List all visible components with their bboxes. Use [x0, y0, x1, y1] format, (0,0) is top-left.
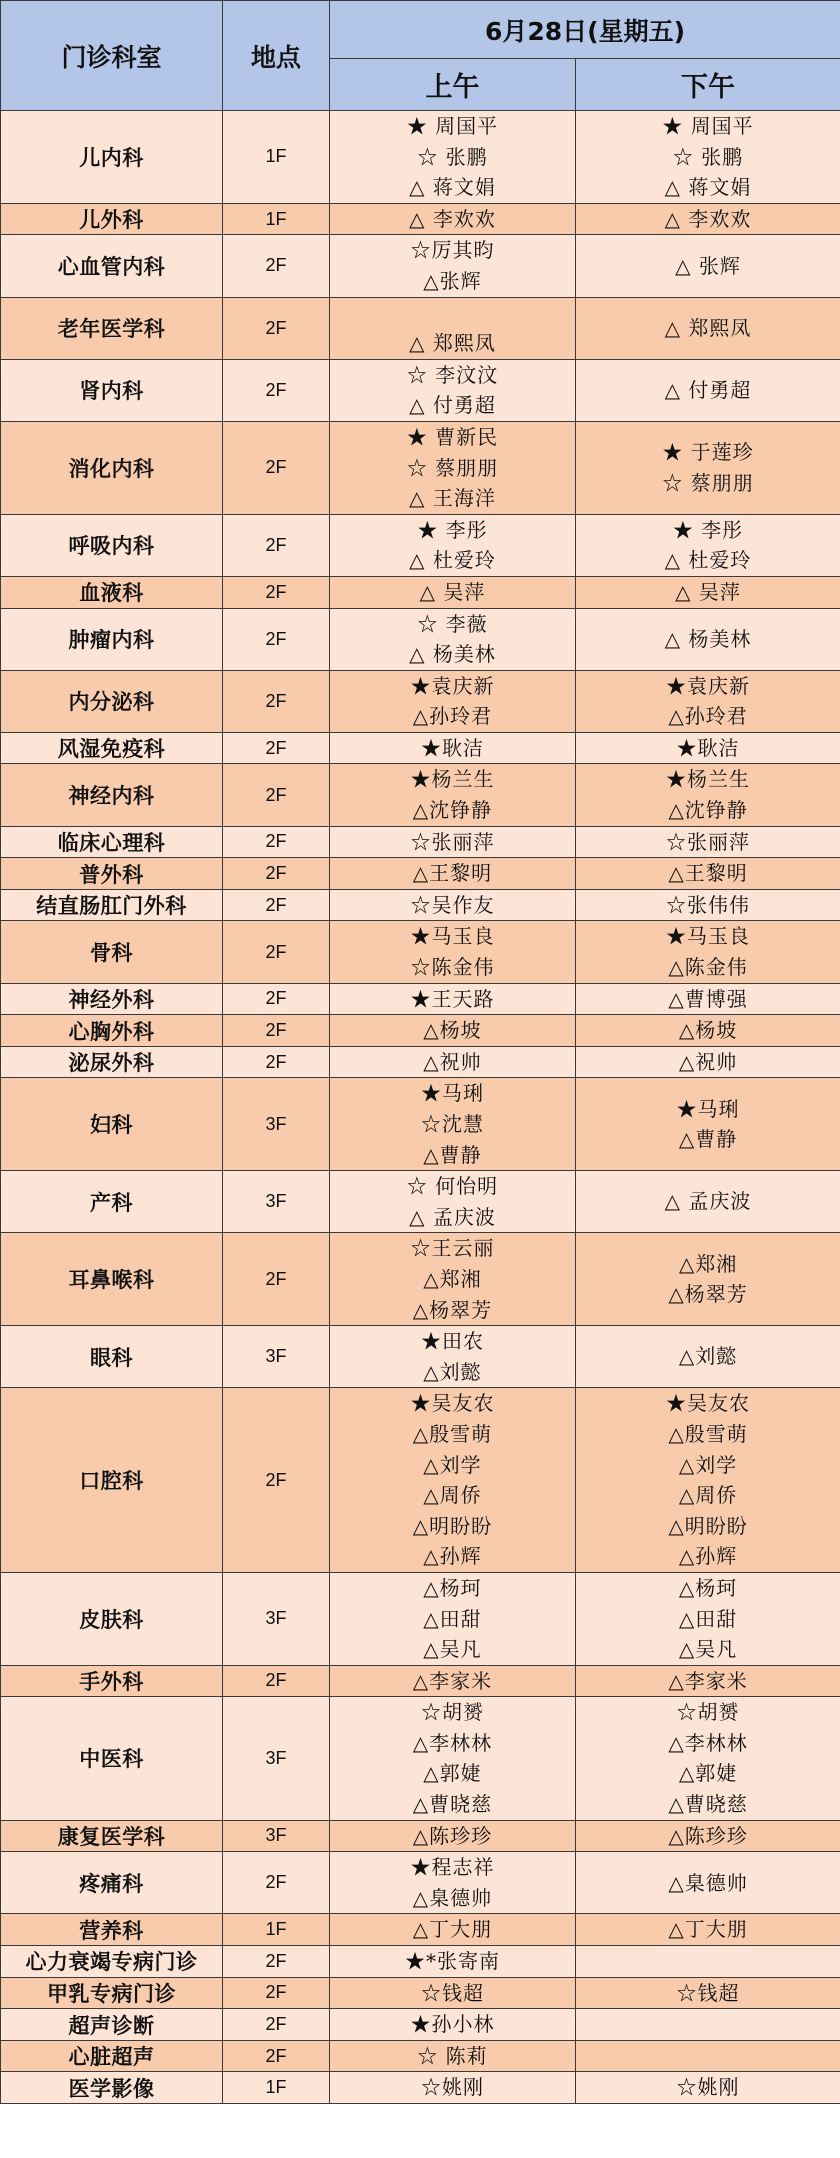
department-name: 消化内科 — [1, 421, 223, 514]
doctor-entry: △明盼盼 — [668, 1513, 748, 1538]
morning-doctors-cell — [330, 1697, 576, 1820]
doctor-entry: ★耿洁 — [676, 735, 740, 760]
morning-doctors-cell — [330, 1852, 576, 1914]
floor-location: 2F — [223, 1233, 330, 1326]
department-name: 结直肠肛门外科 — [1, 889, 223, 921]
department-name: 手外科 — [1, 1665, 223, 1697]
afternoon-doctors-cell — [576, 1388, 840, 1573]
afternoon-doctors-cell — [576, 1233, 840, 1326]
afternoon-doctors-cell — [576, 608, 840, 670]
morning-doctors-cell — [330, 514, 576, 576]
doctor-entry: △刘懿 — [423, 1359, 482, 1384]
morning-doctors-cell — [330, 1015, 576, 1047]
morning-doctors-cell — [330, 732, 576, 764]
doctor-entry: △陈金伟 — [668, 955, 748, 980]
table-row — [1, 1914, 840, 1946]
table-row — [1, 858, 840, 890]
doctor-entry: △ 杜爱玲 — [664, 548, 752, 573]
floor-location: 2F — [223, 983, 330, 1015]
doctor-entry: △杨翠芳 — [668, 1282, 748, 1307]
department-name: 儿内科 — [1, 111, 223, 204]
department-name: 甲乳专病门诊 — [1, 1977, 223, 2009]
table-row — [1, 1326, 840, 1388]
doctor-entry: △周侨 — [678, 1483, 738, 1508]
doctor-entry: ★马玉良 — [410, 924, 495, 949]
doctor-entry: △殷雪萌 — [412, 1421, 493, 1446]
morning-doctors-cell — [330, 889, 576, 921]
afternoon-doctors-cell — [576, 2009, 840, 2041]
floor-location: 2F — [223, 889, 330, 921]
doctor-entry: △李林林 — [668, 1730, 748, 1755]
doctor-entry: △ 付勇超 — [664, 378, 752, 403]
department-name: 肿瘤内科 — [1, 608, 223, 670]
doctor-entry: △孙玲君 — [668, 704, 748, 729]
doctor-entry: △杨珂 — [678, 1575, 738, 1600]
doctor-entry: ☆ 张鹏 — [417, 144, 488, 169]
doctor-entry: ★田农 — [421, 1329, 484, 1354]
doctor-entry: ☆胡赟 — [421, 1700, 484, 1725]
department-name: 妇科 — [1, 1078, 223, 1171]
floor-location: 3F — [223, 1820, 330, 1852]
morning-doctors-cell — [330, 1914, 576, 1946]
doctor-entry: △曹静 — [423, 1142, 482, 1167]
department-name: 老年医学科 — [1, 297, 223, 359]
doctor-entry: ☆吴作友 — [410, 892, 495, 917]
doctor-entry: ★ 周国平 — [406, 114, 499, 138]
afternoon-column-header: 下午 — [576, 59, 840, 111]
department-name: 普外科 — [1, 858, 223, 890]
doctor-entry — [330, 298, 575, 329]
doctor-entry: ★耿洁 — [421, 735, 484, 760]
floor-location: 3F — [223, 1078, 330, 1171]
table-row — [1, 203, 840, 235]
table-row — [1, 1015, 840, 1047]
floor-location: 2F — [223, 764, 330, 826]
table-row — [1, 1078, 840, 1171]
doctor-entry: ★ 曹新民 — [406, 424, 499, 449]
doctor-entry: △ 吴萍 — [675, 579, 741, 604]
floor-location: 2F — [223, 2009, 330, 2041]
morning-doctors-cell — [330, 921, 576, 983]
department-name: 心血管内科 — [1, 235, 223, 297]
table-row — [1, 1388, 840, 1573]
floor-location: 3F — [223, 1326, 330, 1388]
department-name: 临床心理科 — [1, 826, 223, 858]
doctor-entry: △孙辉 — [423, 1544, 482, 1569]
department-name: 泌尿外科 — [1, 1046, 223, 1078]
doctor-entry: ☆张丽萍 — [666, 829, 750, 854]
doctor-entry: △李林林 — [412, 1730, 493, 1755]
doctor-entry: △田甜 — [678, 1606, 738, 1631]
morning-doctors-cell — [330, 1171, 576, 1233]
doctor-entry: △明盼盼 — [412, 1513, 493, 1538]
floor-location: 2F — [223, 1977, 330, 2009]
doctor-entry: ★王天路 — [410, 986, 495, 1011]
doctor-entry: △陈珍珍 — [412, 1823, 493, 1848]
doctor-entry: △孙辉 — [678, 1544, 738, 1569]
doctor-entry: △ 杨美林 — [664, 626, 752, 651]
floor-location: 2F — [223, 1388, 330, 1573]
afternoon-doctors-cell — [576, 1046, 840, 1078]
table-row — [1, 1233, 840, 1326]
doctor-entry: △ 王海洋 — [409, 486, 496, 511]
floor-location: 2F — [223, 670, 330, 732]
department-name: 心胸外科 — [1, 1015, 223, 1047]
department-name: 营养科 — [1, 1914, 223, 1946]
morning-doctors-cell — [330, 359, 576, 421]
afternoon-doctors-cell — [576, 1697, 840, 1820]
doctor-entry: △ 蒋文娟 — [664, 175, 752, 200]
morning-doctors-cell — [330, 608, 576, 670]
afternoon-doctors-cell — [576, 1171, 840, 1233]
doctor-entry: ★ 李彤 — [672, 517, 744, 542]
floor-location: 2F — [223, 2040, 330, 2072]
doctor-entry: ★袁庆新 — [666, 673, 750, 698]
morning-doctors-cell — [330, 1977, 576, 2009]
floor-location: 1F — [223, 2072, 330, 2104]
floor-location: 2F — [223, 235, 330, 297]
table-row — [1, 826, 840, 858]
doctor-entry: △ 蒋文娟 — [409, 175, 496, 200]
department-name: 疼痛科 — [1, 1852, 223, 1914]
doctor-entry: △刘学 — [423, 1452, 482, 1477]
floor-location: 2F — [223, 1046, 330, 1078]
morning-doctors-cell — [330, 1233, 576, 1326]
location-column-header: 地点 — [223, 1, 330, 111]
department-name: 儿外科 — [1, 203, 223, 235]
doctor-entry: △臬德帅 — [668, 1870, 748, 1895]
doctor-entry: △郑湘 — [678, 1251, 738, 1276]
department-name: 血液科 — [1, 576, 223, 608]
doctor-entry: ★程志祥 — [410, 1855, 495, 1880]
floor-location: 2F — [223, 1015, 330, 1047]
doctor-entry: ★*张寄南 — [405, 1949, 500, 1974]
floor-location: 3F — [223, 1171, 330, 1233]
afternoon-doctors-cell — [576, 2072, 840, 2104]
department-name: 神经外科 — [1, 983, 223, 1015]
afternoon-doctors-cell — [576, 235, 840, 297]
morning-doctors-cell — [330, 826, 576, 858]
doctor-entry: ☆张伟伟 — [666, 892, 750, 917]
afternoon-doctors-cell — [576, 1914, 840, 1946]
doctor-entry: △ 孟庆波 — [409, 1204, 496, 1229]
doctor-entry: ☆ 何怡明 — [406, 1174, 499, 1199]
afternoon-doctors-cell — [576, 670, 840, 732]
floor-location: 1F — [223, 111, 330, 204]
morning-doctors-cell — [330, 1326, 576, 1388]
doctor-entry: △ 杨美林 — [409, 642, 496, 667]
department-name: 神经内科 — [1, 764, 223, 826]
table-row — [1, 2072, 840, 2104]
morning-doctors-cell — [330, 421, 576, 514]
morning-doctors-cell — [330, 1078, 576, 1171]
afternoon-doctors-cell — [576, 1078, 840, 1171]
department-column-header: 门诊科室 — [1, 1, 223, 111]
department-name: 心脏超声 — [1, 2040, 223, 2072]
doctor-entry: ☆ 蔡朋朋 — [662, 470, 754, 495]
doctor-entry: ☆ 蔡朋朋 — [406, 455, 499, 480]
afternoon-doctors-cell — [576, 889, 840, 921]
doctor-entry: ☆姚刚 — [421, 2075, 484, 2100]
doctor-entry: △吴凡 — [678, 1637, 738, 1662]
doctor-entry: △ 张辉 — [675, 253, 741, 278]
floor-location: 2F — [223, 826, 330, 858]
doctor-entry: ☆张丽萍 — [410, 829, 495, 854]
doctor-entry: ★马琍 — [421, 1081, 484, 1106]
afternoon-doctors-cell — [576, 2040, 840, 2072]
doctor-entry: ★ 李彤 — [417, 517, 488, 542]
afternoon-doctors-cell — [576, 297, 840, 359]
morning-column-header: 上午 — [330, 59, 576, 111]
doctor-entry: △曹博强 — [668, 986, 748, 1011]
table-row — [1, 1572, 840, 1665]
afternoon-doctors-cell — [576, 1946, 840, 1978]
table-row — [1, 359, 840, 421]
doctor-entry: △吴凡 — [423, 1637, 482, 1662]
table-row — [1, 1852, 840, 1914]
doctor-entry: ★袁庆新 — [410, 673, 495, 698]
schedule-body — [1, 111, 840, 2104]
floor-location: 2F — [223, 608, 330, 670]
doctor-entry: △ 郑熙凤 — [409, 331, 496, 356]
table-row — [1, 1665, 840, 1697]
afternoon-doctors-cell — [576, 421, 840, 514]
floor-location: 2F — [223, 576, 330, 608]
morning-doctors-cell — [330, 111, 576, 204]
doctor-entry: △臬德帅 — [412, 1885, 493, 1910]
table-row — [1, 1171, 840, 1233]
doctor-entry: ★孙小林 — [410, 2012, 495, 2037]
afternoon-doctors-cell — [576, 1820, 840, 1852]
date-header: 6月28日(星期五) — [330, 1, 840, 59]
department-name: 超声诊断 — [1, 2009, 223, 2041]
doctor-entry: ☆姚刚 — [676, 2075, 740, 2100]
doctor-entry: △曹晓慈 — [412, 1792, 493, 1817]
morning-doctors-cell — [330, 2009, 576, 2041]
doctor-entry: △王黎明 — [668, 861, 748, 886]
doctor-entry: ★马玉良 — [666, 924, 750, 949]
table-row — [1, 2009, 840, 2041]
morning-doctors-cell — [330, 297, 576, 359]
afternoon-doctors-cell — [576, 732, 840, 764]
floor-location: 2F — [223, 1665, 330, 1697]
doctor-entry: △王黎明 — [412, 861, 493, 886]
doctor-entry: △孙玲君 — [412, 704, 493, 729]
department-name: 呼吸内科 — [1, 514, 223, 576]
doctor-entry: ☆陈金伟 — [410, 955, 495, 980]
morning-doctors-cell — [330, 1572, 576, 1665]
doctor-entry: ☆沈慧 — [421, 1112, 484, 1136]
doctor-entry: ☆ 李汶汶 — [406, 362, 499, 387]
table-row — [1, 1820, 840, 1852]
morning-doctors-cell — [330, 1046, 576, 1078]
doctor-entry: △曹晓慈 — [668, 1792, 748, 1817]
floor-location: 1F — [223, 203, 330, 235]
floor-location: 2F — [223, 297, 330, 359]
doctor-entry: △周侨 — [423, 1483, 482, 1508]
morning-doctors-cell — [330, 670, 576, 732]
doctor-entry: ☆厉其昀 — [410, 238, 495, 263]
afternoon-doctors-cell — [576, 858, 840, 890]
table-row — [1, 983, 840, 1015]
doctor-entry: △杨坡 — [423, 1018, 482, 1043]
afternoon-doctors-cell — [576, 983, 840, 1015]
doctor-entry: △郭婕 — [678, 1761, 738, 1786]
doctor-entry: △祝帅 — [678, 1049, 738, 1074]
afternoon-doctors-cell — [576, 1852, 840, 1914]
department-name: 耳鼻喉科 — [1, 1233, 223, 1326]
afternoon-doctors-cell — [576, 111, 840, 204]
department-name: 皮肤科 — [1, 1572, 223, 1665]
department-name: 内分泌科 — [1, 670, 223, 732]
floor-location: 1F — [223, 1914, 330, 1946]
afternoon-doctors-cell — [576, 1326, 840, 1388]
doctor-entry: ★杨兰生 — [666, 767, 750, 792]
doctor-entry: △张辉 — [423, 268, 482, 293]
doctor-entry: △丁大朋 — [412, 1917, 493, 1942]
afternoon-doctors-cell — [576, 1015, 840, 1047]
table-row — [1, 608, 840, 670]
floor-location: 3F — [223, 1697, 330, 1820]
table-row — [1, 421, 840, 514]
department-name: 医学影像 — [1, 2072, 223, 2104]
afternoon-doctors-cell — [576, 826, 840, 858]
table-row — [1, 514, 840, 576]
table-row — [1, 764, 840, 826]
floor-location: 3F — [223, 1572, 330, 1665]
doctor-entry: ★杨兰生 — [410, 767, 495, 792]
doctor-entry: △ 李欢欢 — [409, 206, 496, 231]
table-row — [1, 921, 840, 983]
table-row — [1, 235, 840, 297]
afternoon-doctors-cell — [576, 1977, 840, 2009]
doctor-entry: △ 郑熙凤 — [664, 315, 752, 340]
doctor-entry: △杨珂 — [423, 1575, 482, 1600]
morning-doctors-cell — [330, 764, 576, 826]
afternoon-doctors-cell — [576, 921, 840, 983]
doctor-entry: △田甜 — [423, 1606, 482, 1631]
table-row — [1, 297, 840, 359]
doctor-entry: ☆胡赟 — [676, 1700, 740, 1725]
doctor-entry: △杨翠芳 — [412, 1297, 493, 1322]
doctor-entry: △殷雪萌 — [668, 1421, 748, 1446]
morning-doctors-cell — [330, 1388, 576, 1573]
afternoon-doctors-cell — [576, 203, 840, 235]
doctor-entry: △沈铮静 — [412, 798, 493, 823]
afternoon-doctors-cell — [576, 576, 840, 608]
doctor-entry: △ 孟庆波 — [664, 1189, 752, 1214]
doctor-entry: ☆ 陈莉 — [417, 2043, 488, 2068]
table-row — [1, 1046, 840, 1078]
table-row — [1, 2040, 840, 2072]
doctor-entry: ★ 于莲珍 — [662, 440, 754, 465]
department-name: 口腔科 — [1, 1388, 223, 1573]
floor-location: 2F — [223, 732, 330, 764]
table-row — [1, 1946, 840, 1978]
doctor-entry: △刘懿 — [678, 1344, 738, 1369]
doctor-entry: ★马琍 — [676, 1096, 740, 1121]
doctor-entry: ☆钱超 — [676, 1980, 740, 2005]
doctor-entry: △陈珍珍 — [668, 1823, 748, 1848]
doctor-entry: △丁大朋 — [668, 1917, 748, 1942]
morning-doctors-cell — [330, 1820, 576, 1852]
floor-location: 2F — [223, 421, 330, 514]
doctor-entry: △曹静 — [678, 1127, 738, 1152]
morning-doctors-cell — [330, 1946, 576, 1978]
department-name: 康复医学科 — [1, 1820, 223, 1852]
doctor-entry: △刘学 — [678, 1452, 738, 1477]
department-name: 肾内科 — [1, 359, 223, 421]
table-row — [1, 670, 840, 732]
doctor-entry: △ 李欢欢 — [664, 206, 752, 231]
morning-doctors-cell — [330, 2072, 576, 2104]
morning-doctors-cell — [330, 858, 576, 890]
afternoon-doctors-cell — [576, 359, 840, 421]
floor-location: 2F — [223, 1946, 330, 1978]
department-name: 眼科 — [1, 1326, 223, 1388]
table-row — [1, 732, 840, 764]
doctor-entry: ★吴友农 — [410, 1391, 495, 1416]
morning-doctors-cell — [330, 576, 576, 608]
morning-doctors-cell — [330, 1665, 576, 1697]
doctor-entry: ☆ 张鹏 — [672, 144, 744, 169]
afternoon-doctors-cell — [576, 1572, 840, 1665]
floor-location: 2F — [223, 858, 330, 890]
floor-location: 2F — [223, 514, 330, 576]
floor-location: 2F — [223, 921, 330, 983]
table-row — [1, 889, 840, 921]
doctor-entry: △ 付勇超 — [409, 393, 496, 418]
doctor-entry: △祝帅 — [423, 1049, 482, 1074]
morning-doctors-cell — [330, 235, 576, 297]
morning-doctors-cell — [330, 203, 576, 235]
doctor-entry: △郭婕 — [423, 1761, 482, 1786]
doctor-entry: ☆王云丽 — [410, 1236, 495, 1261]
doctor-entry: △ 吴萍 — [419, 579, 486, 604]
department-name: 产科 — [1, 1171, 223, 1233]
afternoon-doctors-cell — [576, 514, 840, 576]
morning-doctors-cell — [330, 983, 576, 1015]
doctor-entry: △李家米 — [668, 1668, 748, 1693]
afternoon-doctors-cell — [576, 764, 840, 826]
doctor-entry: △沈铮静 — [668, 798, 748, 823]
doctor-entry: △郑湘 — [423, 1266, 482, 1291]
department-name: 风湿免疫科 — [1, 732, 223, 764]
table-row — [1, 111, 840, 204]
morning-doctors-cell — [330, 2040, 576, 2072]
department-name: 骨科 — [1, 921, 223, 983]
doctor-entry: ★ 周国平 — [662, 114, 754, 138]
table-row — [1, 1977, 840, 2009]
table-row — [1, 1697, 840, 1820]
doctor-entry: △ 杜爱玲 — [409, 548, 496, 573]
doctor-entry: ★吴友农 — [666, 1391, 750, 1416]
table-row — [1, 576, 840, 608]
department-name: 中医科 — [1, 1697, 223, 1820]
floor-location: 2F — [223, 359, 330, 421]
department-name: 心力衰竭专病门诊 — [1, 1946, 223, 1978]
doctor-entry: ☆钱超 — [421, 1980, 484, 2005]
doctor-entry: △李家米 — [412, 1668, 493, 1693]
floor-location: 2F — [223, 1852, 330, 1914]
afternoon-doctors-cell — [576, 1665, 840, 1697]
doctor-entry: △杨坡 — [678, 1018, 738, 1043]
doctor-entry: ☆ 李薇 — [417, 611, 488, 636]
